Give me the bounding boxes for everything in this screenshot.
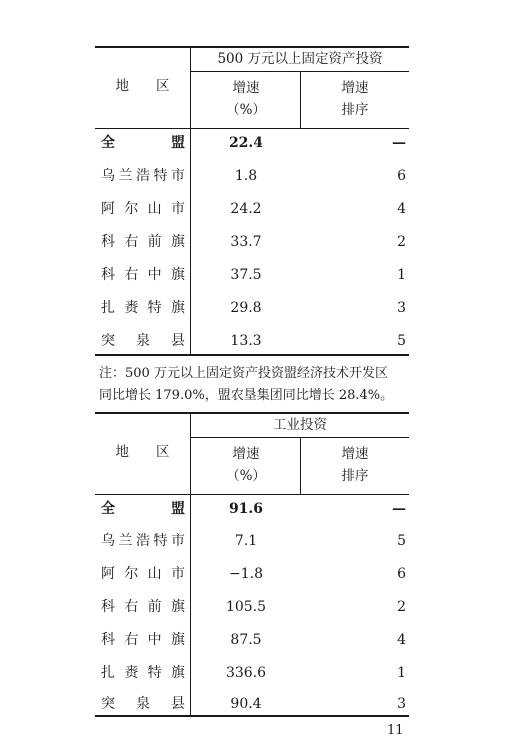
t1-row-rank: 4 (397, 201, 406, 217)
table-industrial-investment (95, 412, 409, 722)
t2-row-region: 阿尔山市 (101, 566, 185, 582)
t1-row-region: 乌兰浩特市 (101, 168, 185, 184)
t1-row-growth: 13.3 (230, 333, 262, 349)
t1-row-rank: 5 (397, 333, 406, 349)
t2-row-growth: 336.6 (225, 665, 267, 681)
rank-header-line1: 增速 (341, 446, 369, 462)
t2-row-growth: −1.8 (229, 566, 263, 582)
t2-row-total-rank: — (392, 501, 406, 517)
t2-row-total-region: 全盟 (101, 501, 185, 517)
t1-row-region: 扎赉特旗 (101, 300, 185, 316)
t2-row-region: 科右中旗 (101, 632, 185, 648)
region-header: 地 区 (115, 78, 170, 94)
t1-row-rank: 1 (397, 267, 406, 283)
t1-row-growth: 24.2 (230, 201, 262, 217)
t1-row-rank: 3 (397, 300, 406, 316)
t2-row-growth: 7.1 (234, 533, 258, 549)
note-line-1: 注：500 万元以上固定资产投资盟经济技术开发区 (99, 366, 388, 381)
t1-row-growth: 37.5 (230, 267, 262, 283)
t1-row-region: 突泉县 (101, 333, 185, 349)
rank-header-line2: 排序 (341, 468, 369, 484)
growth-header-line1: 增速 (232, 80, 260, 96)
t1-row-rank: 6 (397, 168, 406, 184)
group-header: 工业投资 (273, 417, 327, 433)
group-header: 500 万元以上固定资产投资 (217, 51, 383, 67)
table-fixed-asset-investment (95, 46, 409, 356)
t1-row-growth: 29.8 (230, 300, 262, 316)
top-rule (95, 412, 409, 414)
header-bottom-rule (95, 128, 409, 129)
region-header: 地 区 (115, 444, 170, 460)
page-number: 11 (387, 723, 404, 738)
t2-row-rank: 4 (397, 632, 406, 648)
t1-row-growth: 33.7 (230, 234, 262, 250)
t1-row-growth: 1.8 (234, 168, 258, 184)
t2-row-region: 突泉县 (101, 696, 185, 712)
t1-row-rank: 2 (397, 234, 406, 250)
growth-header-line1: 增速 (232, 446, 260, 462)
t2-row-region: 乌兰浩特市 (101, 533, 185, 549)
t2-row-total-growth: 91.6 (228, 501, 264, 517)
growth-header-line2: （%） (226, 102, 266, 118)
t1-row-total-rank: — (392, 135, 406, 151)
t2-row-growth: 105.5 (225, 599, 267, 615)
rank-header-line2: 排序 (341, 102, 369, 118)
t1-row-total-region: 全盟 (101, 135, 185, 151)
growth-header-line2: （%） (226, 468, 266, 484)
t2-row-rank: 3 (397, 696, 406, 712)
t1-row-total-growth: 22.4 (228, 135, 264, 151)
t2-row-growth: 90.4 (230, 696, 262, 712)
bottom-rule (95, 354, 409, 356)
t2-row-rank: 1 (397, 665, 406, 681)
t1-row-region: 阿尔山市 (101, 201, 185, 217)
header-bottom-rule (95, 494, 409, 495)
t2-row-region: 扎赉特旗 (101, 665, 185, 681)
t2-row-growth: 87.5 (230, 632, 262, 648)
t2-row-region: 科右前旗 (101, 599, 185, 615)
t2-row-rank: 5 (397, 533, 406, 549)
top-rule (95, 46, 409, 48)
bottom-rule (95, 715, 409, 717)
t2-row-rank: 2 (397, 599, 406, 615)
t2-row-rank: 6 (397, 566, 406, 582)
t1-row-region: 科右中旗 (101, 267, 185, 283)
t1-row-region: 科右前旗 (101, 234, 185, 250)
note-line-2: 同比增长 179.0%，盟农垦集团同比增长 28.4%。 (99, 388, 394, 403)
rank-header-line1: 增速 (341, 80, 369, 96)
